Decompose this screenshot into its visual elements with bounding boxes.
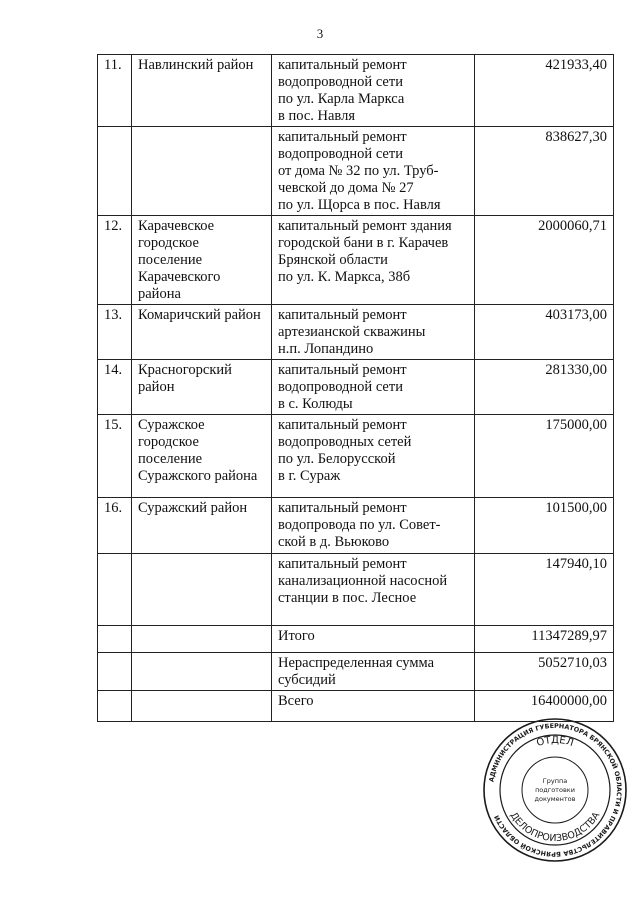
row-number: 15.: [98, 415, 132, 498]
summary-amount: 16400000,00: [475, 691, 614, 722]
district-cell: Карачевское городское поселение Карачевского района: [132, 216, 272, 305]
description-cell: капитальный ремонт водопроводной сети в с. Колюды: [272, 360, 475, 415]
summary-label: Итого: [272, 626, 475, 653]
row-number: 14.: [98, 360, 132, 415]
description-cell: капитальный ремонт водопроводной сети по ул. Карла Маркса в пос. Навля: [272, 55, 475, 127]
row-number: [98, 127, 132, 216]
amount-cell: 838627,30: [475, 127, 614, 216]
amount-cell: 421933,40: [475, 55, 614, 127]
row-number: [98, 653, 132, 691]
page-number: 3: [316, 26, 324, 41]
district-cell: Навлинский район: [132, 55, 272, 127]
district-cell: [132, 127, 272, 216]
summary-label: Всего: [272, 691, 475, 722]
table-row: [98, 127, 614, 216]
description-cell: капитальный ремонт канализационной насосной станции в пос. Лесное: [272, 554, 475, 626]
district-cell: [132, 653, 272, 691]
description-cell: капитальный ремонт водопроводной сети от дома № 32 по ул. Труб- чевской до дома № 27 по ул. Щорса в пос. Навля: [272, 127, 475, 216]
row-number: 12.: [98, 216, 132, 305]
table-row: [98, 305, 614, 360]
amount-cell: 175000,00: [475, 415, 614, 498]
amount-cell: 147940,10: [475, 554, 614, 626]
amount-cell: 2000060,71: [475, 216, 614, 305]
row-number: [98, 691, 132, 722]
summary-amount: 11347289,97: [475, 626, 614, 653]
stamp-center-line: подготовки: [535, 786, 575, 794]
summary-amount: 5052710,03: [475, 653, 614, 691]
undistributed-row: [98, 653, 614, 691]
district-cell: [132, 691, 272, 722]
description-cell: капитальный ремонт артезианской скважины н.п. Лопандино: [272, 305, 475, 360]
stamp-inner-bottom-text: ДЕЛОПРОИЗВОДСТВА: [507, 810, 603, 845]
row-number: 16.: [98, 498, 132, 554]
district-cell: [132, 626, 272, 653]
amount-cell: 403173,00: [475, 305, 614, 360]
amount-cell: 101500,00: [475, 498, 614, 554]
amount-cell: 281330,00: [475, 360, 614, 415]
stamp-outer-text: АДМИНИСТРАЦИЯ ГУБЕРНАТОРА БРЯНСКОЙ ОБЛАСТИ И ПРАВИТЕЛЬСТВА БРЯНСКОЙ ОБЛАСТИ: [487, 721, 624, 859]
row-number: [98, 626, 132, 653]
description-cell: капитальный ремонт водопровода по ул. Совет- ской в д. Вьюково: [272, 498, 475, 554]
subsidy-table: [97, 54, 614, 722]
district-cell: Суражское городское поселение Суражского района: [132, 415, 272, 498]
row-number: 13.: [98, 305, 132, 360]
row-number: [98, 554, 132, 626]
district-cell: Красногорский район: [132, 360, 272, 415]
stamp-center-line: Группа: [542, 777, 568, 785]
description-cell: капитальный ремонт здания городской бани в г. Карачев Брянской области по ул. К. Маркса, 38б: [272, 216, 475, 305]
table-row: [98, 360, 614, 415]
description-cell: капитальный ремонт водопроводных сетей по ул. Белорусской в г. Сураж: [272, 415, 475, 498]
district-cell: [132, 554, 272, 626]
district-cell: Комаричский район: [132, 305, 272, 360]
stamp-inner-top-text: ОТДЕЛ: [535, 734, 575, 750]
stamp-center-line: документов: [534, 795, 576, 803]
table-row: [98, 216, 614, 305]
row-number: 11.: [98, 55, 132, 127]
summary-label: Нераспределенная сумма субсидий: [272, 653, 475, 691]
table-row: [98, 55, 614, 127]
table-row: [98, 554, 614, 626]
table-row: [98, 498, 614, 554]
district-cell: Суражский район: [132, 498, 272, 554]
table-row: [98, 415, 614, 498]
subtotal-row: [98, 626, 614, 653]
office-stamp: [482, 717, 628, 863]
